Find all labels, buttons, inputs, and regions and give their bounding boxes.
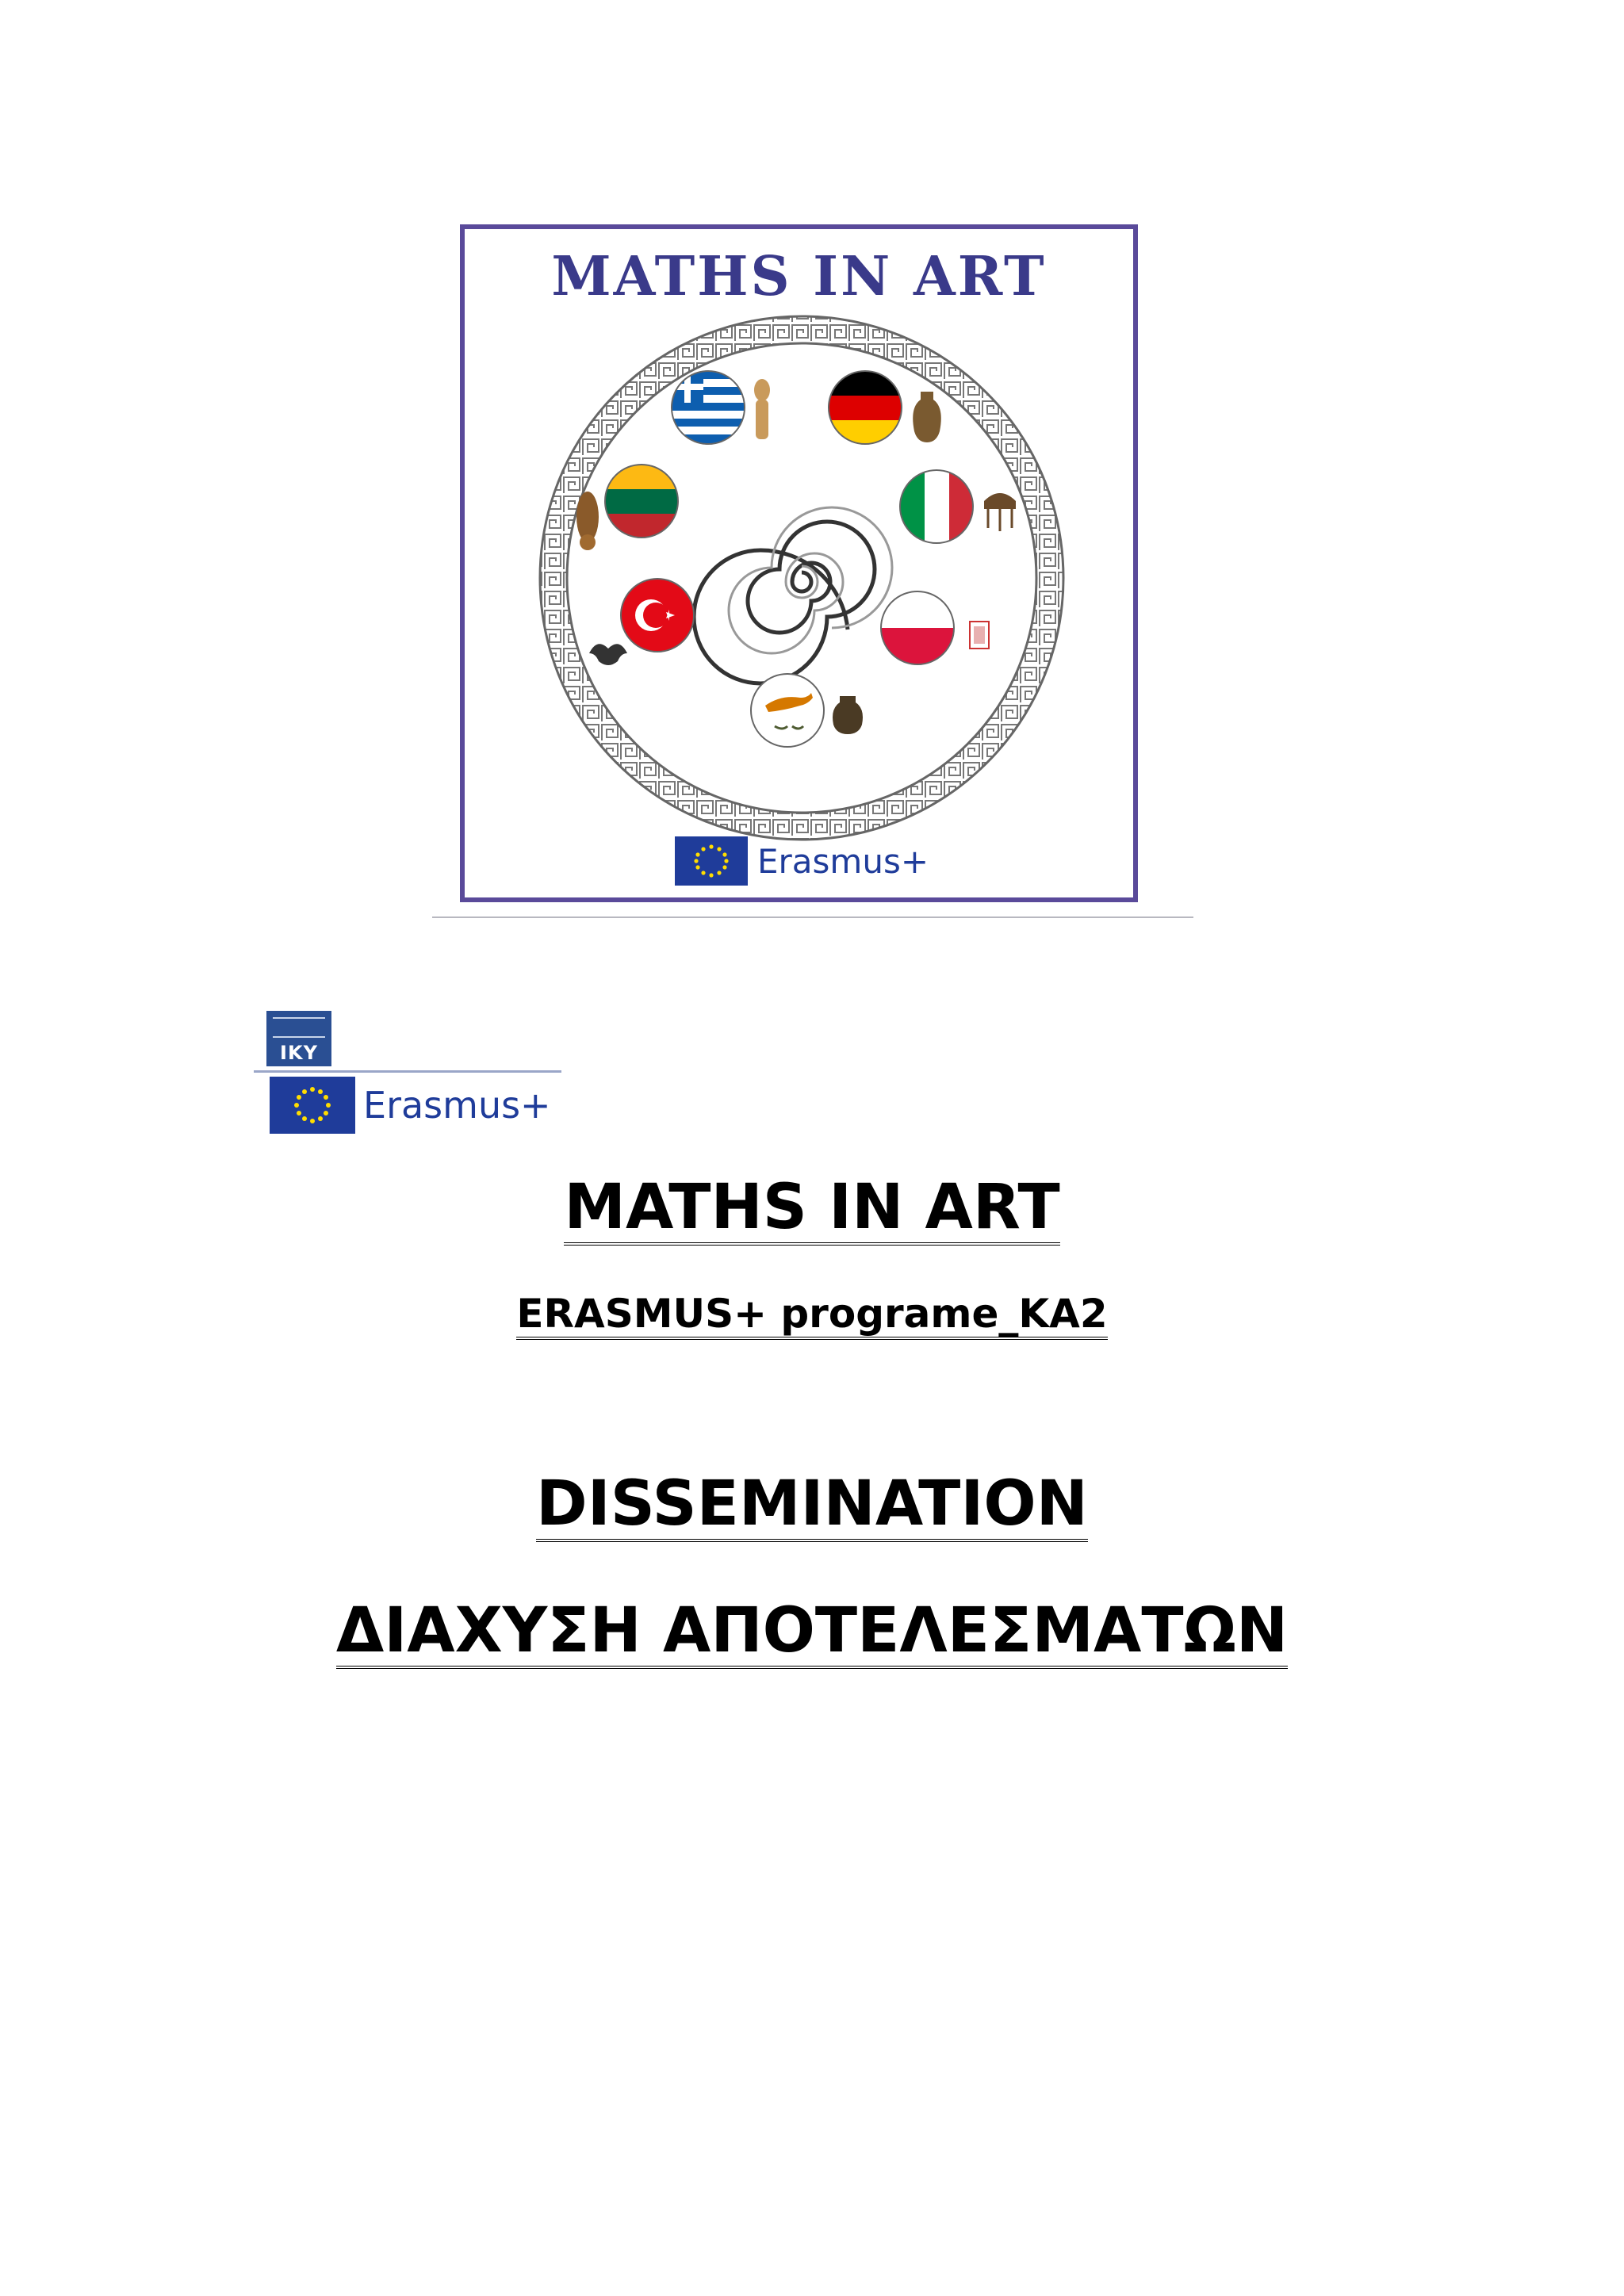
greece-flag-icon [672, 371, 745, 444]
logo-erasmus-badge [675, 836, 929, 886]
eu-flag-icon [675, 836, 748, 886]
stamp-icon [970, 622, 989, 649]
turkey-flag-icon [621, 579, 694, 652]
sponsor-rule [254, 1070, 561, 1073]
sponsor-erasmus-badge [270, 1077, 551, 1134]
dissemination-heading: DISSEMINATION [0, 1468, 1624, 1542]
sponsor-erasmus-label: Erasmus+ [363, 1084, 551, 1127]
iky-stripes [273, 1017, 325, 1038]
amber-ornament-icon [576, 492, 599, 550]
logo-title: MATHS IN ART [551, 245, 1047, 308]
document-subtitle: ERASMUS+ programe_KA2 [0, 1291, 1624, 1340]
logo-erasmus-label: Erasmus+ [757, 841, 929, 881]
document-title: MATHS IN ART [0, 1172, 1624, 1246]
germany-flag-icon [829, 371, 902, 445]
divider-line [432, 916, 1193, 918]
logo-emblem [524, 304, 1079, 844]
project-logo [460, 224, 1138, 902]
italy-flag-icon [900, 470, 974, 543]
eu-flag-icon [270, 1077, 355, 1134]
dissemination-heading-greek: ΔΙΑΧΥΣΗ ΑΠΟΤΕΛΕΣΜΑΤΩΝ [0, 1595, 1624, 1669]
figurine-icon [754, 379, 770, 439]
bronze-lamp-icon [984, 493, 1016, 531]
lithuania-flag-icon [605, 465, 678, 538]
iky-label: IKY [280, 1042, 318, 1064]
cyprus-flag-icon [751, 674, 824, 747]
poland-flag-icon [881, 591, 954, 664]
iky-logo [266, 1011, 331, 1066]
meander-border [540, 316, 1063, 840]
